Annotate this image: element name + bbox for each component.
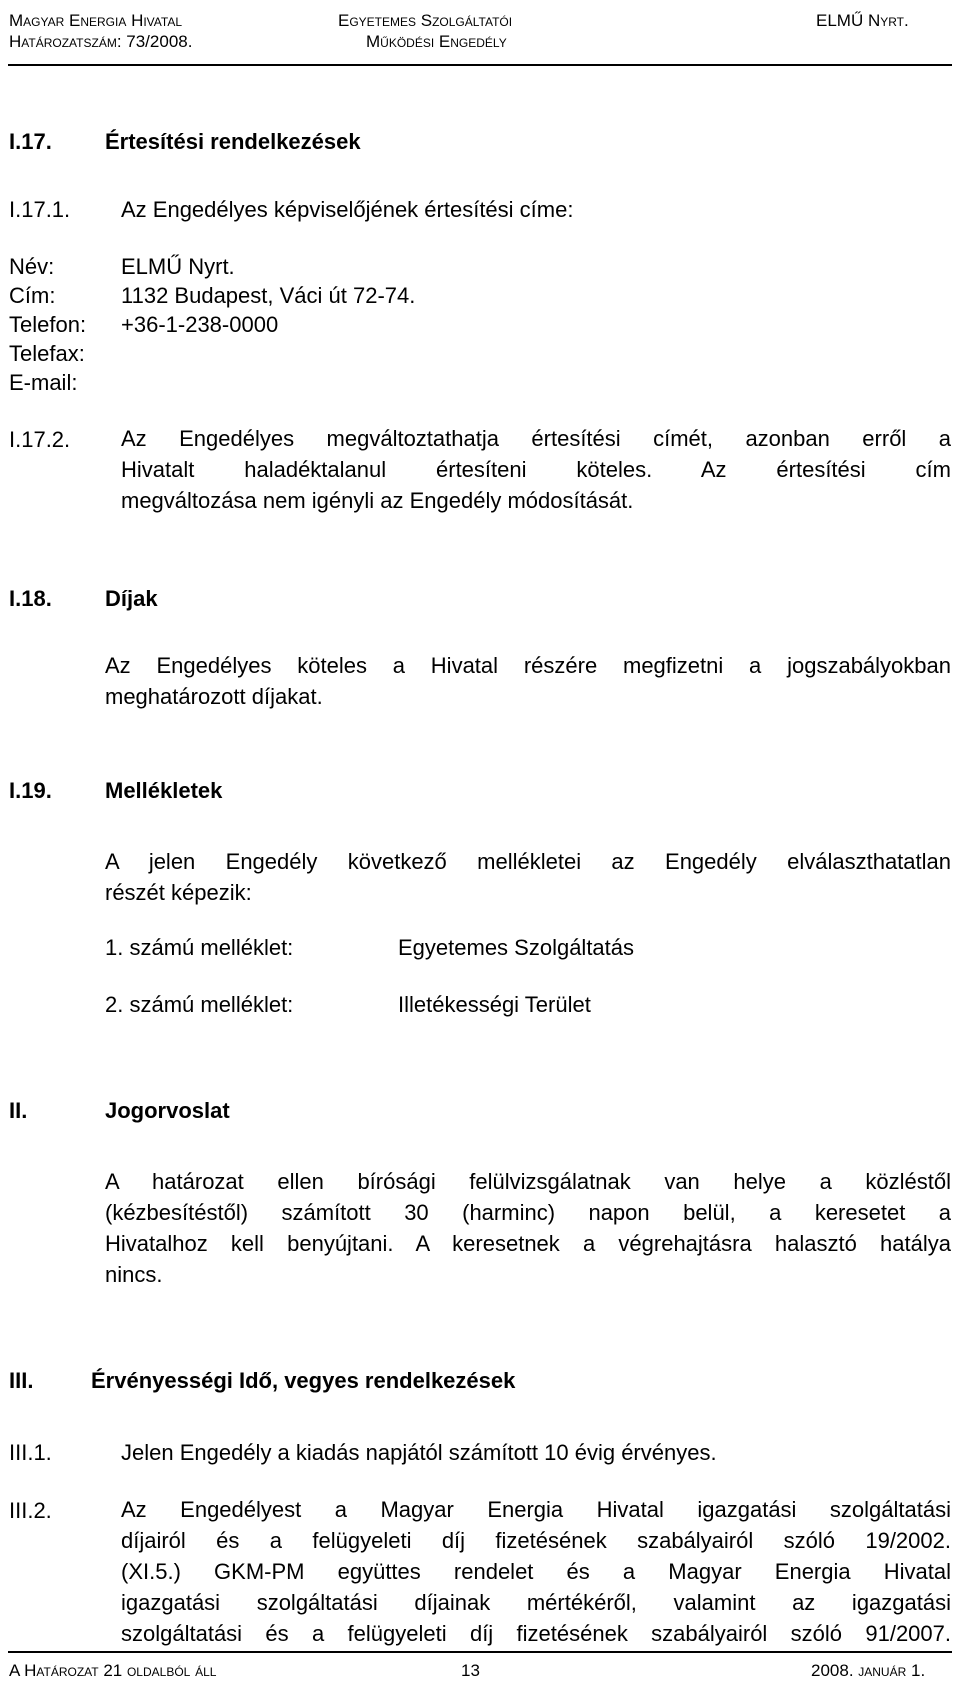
annex-label: 1. számú melléklet: [105, 935, 294, 960]
subsection-number: I.17.2. [9, 427, 71, 452]
paragraph-line: meghatározott díjakat. [105, 684, 323, 709]
contact-phone-value: +36-1-238-0000 [121, 312, 279, 337]
header-rule [8, 64, 952, 66]
footer-page-number: 13 [461, 1661, 480, 1680]
paragraph-line: szolgáltatási és a felügyeleti díj fizetésének szabályairól szóló 91/2007. [121, 1621, 951, 1646]
header-resolution-number: Határozatszám: 73/2008. [9, 32, 193, 51]
section-title: Díjak [105, 586, 158, 611]
section-number: I.18. [9, 586, 52, 611]
subsection-text: Jelen Engedély a kiadás napjától számított 10 évig érvényes. [121, 1440, 717, 1465]
contact-phone-label: Telefon: [9, 312, 87, 337]
paragraph [121, 1494, 951, 1649]
footer-date: 2008. január 1. [811, 1661, 926, 1680]
annex-label: 2. számú melléklet: [105, 992, 294, 1017]
section-title: Érvényességi Idő, vegyes rendelkezések [91, 1368, 516, 1393]
paragraph [105, 650, 951, 712]
subsection-number: I.17.1. [9, 197, 71, 222]
header-org: Magyar Energia Hivatal [9, 11, 183, 30]
section-title: Jogorvoslat [105, 1098, 230, 1123]
annex-value: Illetékességi Terület [398, 992, 591, 1017]
paragraph-line: Hivatalt haladéktalanul értesíteni köteles. Az értesítési cím [121, 457, 951, 482]
section-number: I.19. [9, 778, 52, 803]
section-number: III. [9, 1368, 34, 1393]
contact-email-label: E-mail: [9, 370, 78, 395]
subsection-number: III.2. [9, 1498, 52, 1523]
contact-address-value: 1132 Budapest, Váci út 72-74. [121, 283, 416, 308]
section-number: II. [9, 1098, 28, 1123]
paragraph-line: nincs. [105, 1262, 163, 1287]
footer-rule [8, 1651, 952, 1653]
subsection-number: III.1. [9, 1440, 52, 1465]
footer-page-count: A Határozat 21 oldalból áll [9, 1661, 217, 1680]
paragraph [105, 1166, 951, 1290]
paragraph-line: Az Engedélyest a Magyar Energia Hivatal igazgatási szolgáltatási [121, 1497, 951, 1522]
paragraph-line: megváltozása nem igényli az Engedély módosítását. [121, 488, 634, 513]
paragraph-line: (kézbesítéstől) számított 30 (harminc) napon belül, a keresetet a [105, 1200, 951, 1225]
contact-address-label: Cím: [9, 283, 56, 308]
paragraph-line: Az Engedélyes megváltoztathatja értesítési címét, azonban erről a [121, 426, 951, 451]
section-number: I.17. [9, 129, 52, 154]
paragraph-line: A jelen Engedély következő mellékletei az Engedély elválaszthatatlan [105, 849, 951, 874]
paragraph-line: A határozat ellen bírósági felülvizsgálatnak van helye a közléstől [105, 1169, 951, 1194]
section-title: Mellékletek [105, 778, 223, 803]
contact-name-value: ELMŰ Nyrt. [121, 254, 235, 279]
header-company: ELMŰ Nyrt. [816, 11, 909, 30]
contact-fax-label: Telefax: [9, 341, 85, 366]
paragraph-line: igazgatási szolgáltatási díjainak mértékéről, valamint az igazgatási [121, 1590, 951, 1615]
paragraph [105, 846, 951, 908]
paragraph-line: Hivatalhoz kell benyújtani. A keresetnek a végrehajtásra halasztó hatálya [105, 1231, 951, 1256]
paragraph [121, 423, 951, 516]
paragraph-line: részét képezik: [105, 880, 252, 905]
contact-name-label: Név: [9, 254, 55, 279]
annex-value: Egyetemes Szolgáltatás [398, 935, 635, 960]
paragraph-line: díjairól és a felügyeleti díj fizetésének szabályairól szóló 19/2002. [121, 1528, 951, 1553]
header-doc-type-line1: Egyetemes Szolgáltatói [338, 11, 513, 30]
paragraph-line: (XI.5.) GKM-PM együttes rendelet és a Magyar Energia Hivatal [121, 1559, 951, 1584]
subsection-text: Az Engedélyes képviselőjének értesítési címe: [121, 197, 574, 222]
paragraph-line: Az Engedélyes köteles a Hivatal részére megfizetni a jogszabályokban [105, 653, 951, 678]
header-doc-type-line2: Működési Engedély [366, 32, 507, 51]
section-title: Értesítési rendelkezések [105, 129, 361, 154]
